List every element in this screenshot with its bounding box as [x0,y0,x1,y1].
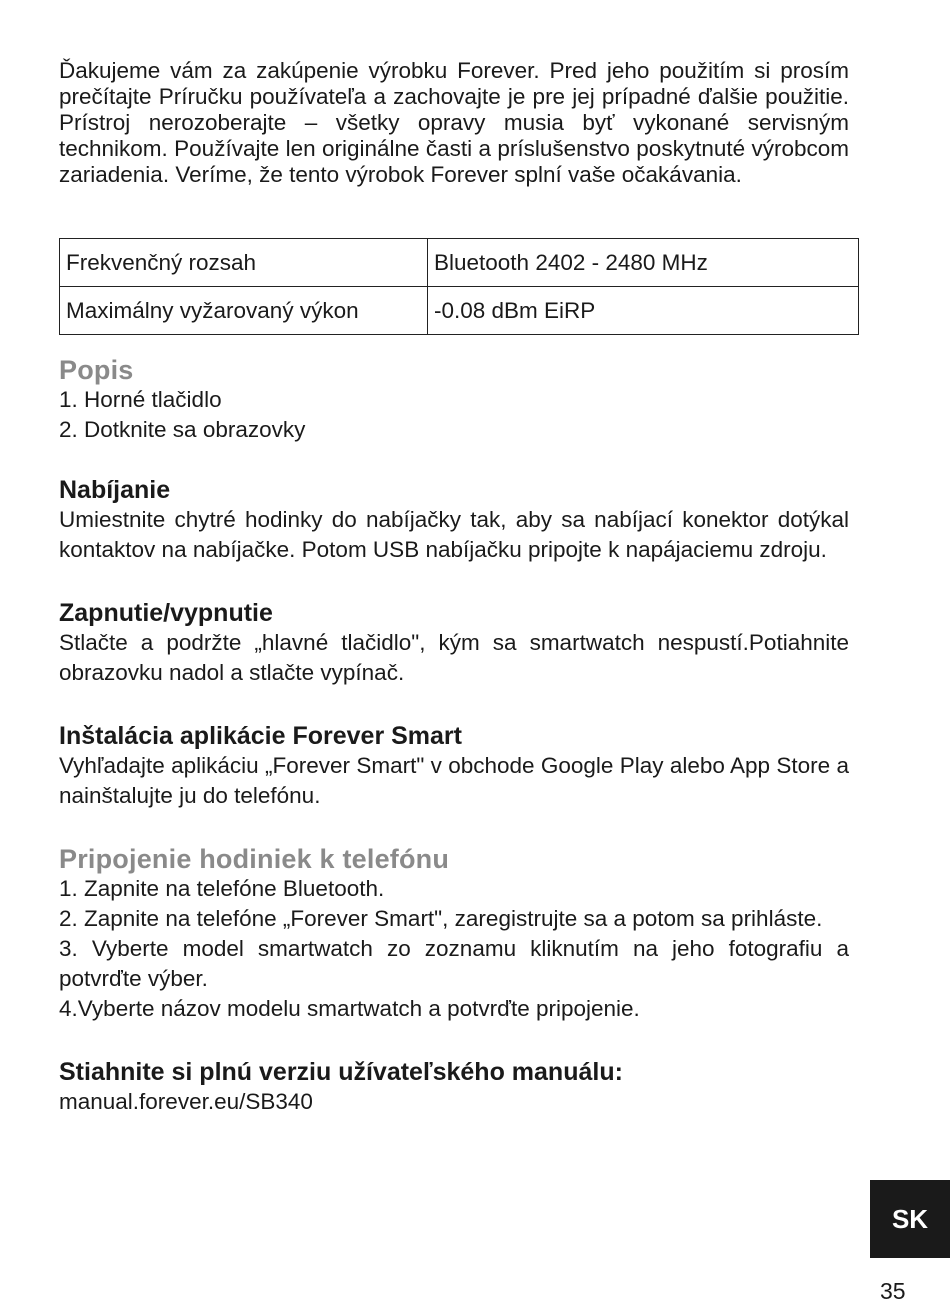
spec-label: Frekvenčný rozsah [60,239,428,287]
intro-paragraph: Ďakujeme vám za zakúpenie výrobku Forever. Pred jeho použitím si prosím prečítajte Príručku používateľa a zachovajte je pre jej prípadné ďalšie použitie. Prístroj nerozoberajte – všetky opravy musia byť vykonané servisným technikom. Používajte len originálne časti a príslušenstvo poskytnuté výrobcom zariadenia. Veríme, že tento výrobok Forever splní vaše očakávania. [59,58,849,187]
nabijanie-text: Umiestnite chytré hodinky do nabíjačky tak, aby sa nabíjací konektor dotýkal kontaktov na nabíjačke. Potom USB nabíjačku pripojte k napájaciemu zdroju. [59,507,849,562]
table-row [60,239,859,287]
manual-link[interactable]: manual.forever.eu/SB340 [59,1089,313,1114]
list-item: 3. Vyberte model smartwatch zo zoznamu kliknutím na jeho fotografiu a potvrďte výber. [59,936,849,991]
section-title-zapnutie: Zapnutie/vypnutie [59,599,273,627]
popis-list [59,385,849,445]
section-manual [59,1057,849,1117]
list-item: 4.Vyberte názov modelu smartwatch a potvrďte pripojenie. [59,996,640,1021]
section-title-popis: Popis [59,355,134,385]
section-pripojenie [59,844,849,1024]
language-badge: SK [870,1180,950,1258]
section-title-instalacia: Inštalácia aplikácie Forever Smart [59,722,462,750]
list-item: 2. Dotknite sa obrazovky [59,417,306,442]
section-popis [59,355,849,445]
spec-table [59,238,859,335]
section-title-pripojenie: Pripojenie hodiniek k telefónu [59,844,450,874]
section-zapnutie [59,598,849,688]
instalacia-text: Vyhľadajte aplikáciu „Forever Smart" v obchode Google Play alebo App Store a nainštalujte ju do telefónu. [59,753,849,808]
list-item: 1. Zapnite na telefóne Bluetooth. [59,876,385,901]
section-title-manual: Stiahnite si plnú verziu užívateľského manuálu: [59,1058,623,1086]
spec-label: Maximálny vyžarovaný výkon [60,287,428,335]
list-item: 2. Zapnite na telefóne „Forever Smart", zaregistrujte sa a potom sa prihláste. [59,906,823,931]
spec-value: -0.08 dBm EiRP [428,287,859,335]
table-row [60,287,859,335]
zapnutie-text: Stlačte a podržte „hlavné tlačidlo", kým sa smartwatch nespustí.Potiahnite obrazovku nadol a stlačte vypínač. [59,630,849,685]
manual-page [59,58,849,1117]
section-instalacia [59,721,849,811]
list-item: 1. Horné tlačidlo [59,387,222,412]
pripojenie-list [59,874,849,1024]
section-nabijanie [59,475,849,565]
section-title-nabijanie: Nabíjanie [59,476,171,504]
page-number: 35 [880,1278,906,1304]
spec-value: Bluetooth 2402 - 2480 MHz [428,239,859,287]
